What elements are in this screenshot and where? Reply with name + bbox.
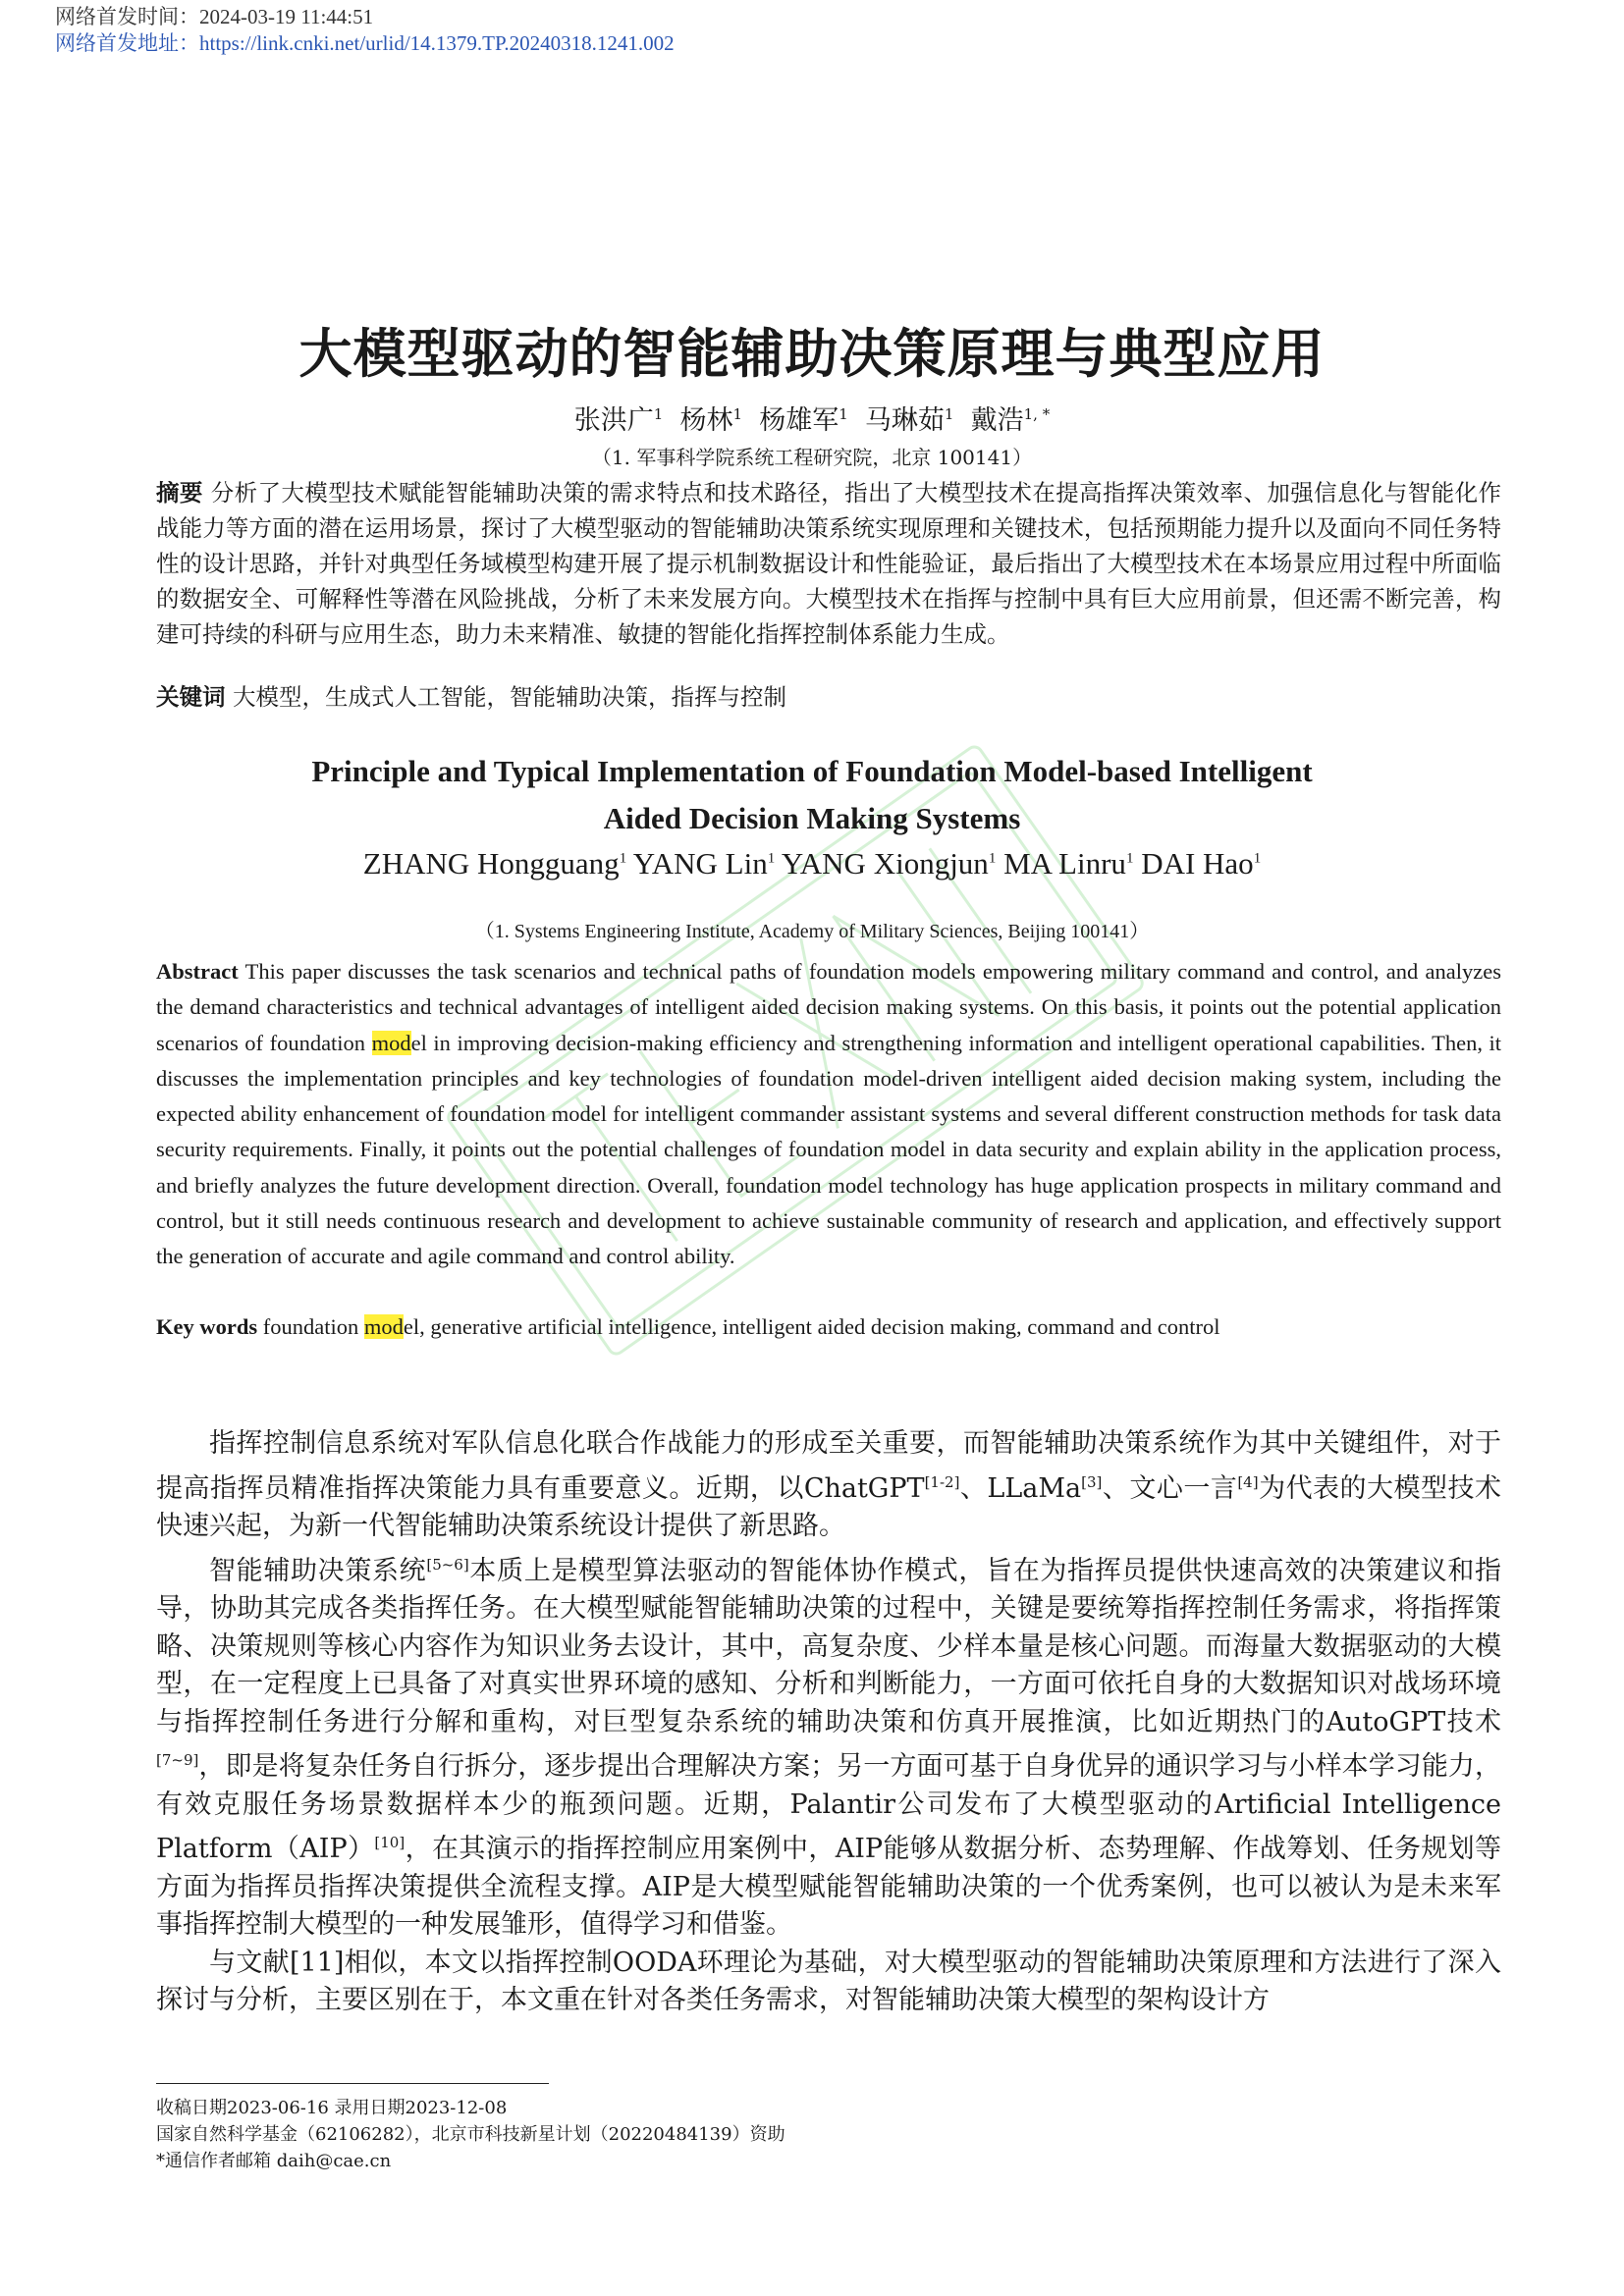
author-affil-mark: 1 xyxy=(653,405,664,423)
body-paragraph-3: 与文献[11]相似，本文以指挥控制OODA环理论为基础，对大模型驱动的智能辅助决策原理和方法进行了深入探讨与分析，主要区别在于，本文重在针对各类任务需求，对智能辅助决策大模型的架构设计方 xyxy=(156,1947,1501,2015)
paper-title-en-line1: Principle and Typical Implementation of Foundation Model-based Intelligent xyxy=(311,754,1313,788)
publication-time: 网络首发时间：2024-03-19 11:44:51 xyxy=(55,5,374,28)
author-name: 马琳茹 xyxy=(864,405,945,436)
paper-title-zh: 大模型驱动的智能辅助决策原理与典型应用 xyxy=(298,323,1326,385)
author-affil-mark: 1 xyxy=(1125,850,1134,867)
author-name: YANG Lin xyxy=(632,846,768,881)
keywords-text-en-part1: foundation xyxy=(262,1314,364,1339)
citation-mark[interactable]: [4] xyxy=(1237,1472,1259,1491)
author-affil-mark: 1 xyxy=(944,405,954,423)
author-affil-mark: 1 xyxy=(839,405,848,423)
body-paragraph-2 xyxy=(156,1546,1501,1945)
footnote-dates: 收稿日期2023-06-16 录用日期2023-12-08 xyxy=(156,2098,508,2118)
citation-mark[interactable]: [5~6] xyxy=(426,1555,469,1574)
search-highlight: mod xyxy=(371,1030,411,1055)
author-name: ZHANG Hongguang xyxy=(362,846,620,881)
author-name: YANG Xiongjun xyxy=(781,846,989,881)
body-text-run: ，即是将复杂任务自行拆分，逐步提出合理解决方案；另一方面可基于自身优异的通识学习与小样本学习能力，有效克服任务场景数据样本少的瓶颈问题。近期，Palantir公司发布了大模型驱动的Artificial Intelligence Platform（AIP） xyxy=(156,1751,1501,1864)
paper-title-en-line2: Aided Decision Making Systems xyxy=(603,801,1021,835)
body-text-run: ，在其演示的指挥控制应用案例中，AIP能够从数据分析、态势理解、作战筹划、任务规划等方面为指挥员指挥决策提供全流程支撑。AIP是大模型赋能智能辅助决策的一个优秀案例，也可以被认为是未来军事指挥控制大模型的一种发展雏形，值得学习和借鉴。 xyxy=(156,1834,1501,1940)
author-affil-mark: 1 xyxy=(732,405,743,423)
body-text-run: 、文心一言 xyxy=(1102,1472,1238,1504)
footnote-correspondence: *通信作者邮箱 daih@cae.cn xyxy=(156,2151,392,2171)
abstract-text-en-part1: This paper discusses the task scenarios and technical paths of foundation models empowering military command and control, and analyzes the demand characteristics and technical advantages of intelligent aided decision making systems. On this basis, it points out the potential application scenarios of foundation xyxy=(156,959,1501,1055)
footnotes xyxy=(156,2095,785,2174)
publication-url[interactable]: 网络首发地址：https://link.cnki.net/urlid/14.1379.TP.20240318.1241.002 xyxy=(55,31,675,55)
abstract-text-en-part2: el in improving decision-making efficiency and strengthening information and intelligent operational capabilities. Then, it discusses the implementation principles and key technologies of foundation model-driven intelligent aided decision making system, including the expected ability enhancement of foundation model for intelligent commander assistant systems and several different construction methods for task data security requirements. Finally, it points out the potential challenges of foundation model in data security and explain ability in the application process, and briefly analyzes the future development direction. Overall, foundation model technology has huge application prospects in military command and control, but it still needs continuous research and development to achieve sustainable community of research and application, and effectively support the generation of accurate and agile command and control ability. xyxy=(156,1030,1502,1269)
abstract-text-zh: 分析了大模型技术赋能智能辅助决策的需求特点和技术路径，指出了大模型技术在提高指挥决策效率、加强信息化与智能化作战能力等方面的潜在运用场景，探讨了大模型驱动的智能辅助决策系统实现原理和关键技术，包括预期能力提升以及面向不同任务特性的设计思路，并针对典型任务域模型构建开展了提示机制数据设计和性能验证，最后指出了大模型技术在本场景应用过程中所面临的数据安全、可解释性等潜在风险挑战，分析了未来发展方向。大模型技术在指挥与控制中具有巨大应用前景，但还需不断完善，构建可持续的科研与应用生态，助力未来精准、敏捷的智能化指挥控制体系能力生成。 xyxy=(156,479,1501,648)
citation-mark[interactable]: [1-2] xyxy=(924,1472,960,1491)
author-name: 杨雄军 xyxy=(759,405,839,436)
abstract-label-zh: 摘要 xyxy=(156,479,203,507)
footnote-funding: 国家自然科学基金（62106282），北京市科技新星计划（20220484139）资助 xyxy=(156,2124,785,2145)
keywords-text-en-part2: el, generative artificial intelligence, intelligent aided decision making, command and control xyxy=(403,1314,1220,1339)
keywords-label-en: Key words xyxy=(156,1314,258,1339)
citation-mark[interactable]: [3] xyxy=(1081,1472,1103,1491)
body-text-run: 智能辅助决策系统 xyxy=(209,1555,427,1586)
author-affil-mark: 1 xyxy=(1253,850,1262,867)
affiliation-en: （1. Systems Engineering Institute, Academy of Military Sciences, Beijing 100141） xyxy=(474,921,1150,942)
citation-mark[interactable]: [7~9] xyxy=(156,1751,199,1769)
body-paragraph-1 xyxy=(156,1425,1501,1546)
body-text-run: 本质上是模型算法驱动的智能体协作模式，旨在为指挥员提供快速高效的决策建议和指导，协助其完成各类指挥任务。在大模型赋能智能辅助决策的过程中，关键是要统筹指挥控制任务需求，将指挥策略、决策规则等核心内容作为知识业务去设计，其中，高复杂度、少样本量是核心问题。而海量大数据驱动的大模型，在一定程度上已具备了对真实世界环境的感知、分析和判断能力，一方面可依托自身的大数据知识对战场环境与指挥控制任务进行分解和重构，对巨型复杂系统的辅助决策和仿真开展推演，比如近期热门的AutoGPT技术 xyxy=(156,1555,1502,1737)
body-text-run: 为代表的大模型技术快速兴起，为新一代智能辅助决策系统设计提供了新思路。 xyxy=(156,1472,1502,1541)
abstract-zh xyxy=(156,475,1501,652)
citation-mark[interactable]: [10] xyxy=(374,1834,406,1851)
author-affil-mark: 1, * xyxy=(1023,405,1051,423)
author-name: DAI Hao xyxy=(1141,846,1254,881)
abstract-en xyxy=(156,954,1501,1275)
abstract-label-en: Abstract xyxy=(156,959,239,984)
author-list-zh xyxy=(0,399,1624,437)
affiliation-zh: （1. 军事科学院系统工程研究院，北京 100141） xyxy=(591,446,1033,469)
body-text-run: 指挥控制信息系统对军队信息化联合作战能力的形成至关重要，而智能辅助决策系统作为其中关键组件，对于提高指挥员精准指挥决策能力具有重要意义。近期，以ChatGPT xyxy=(156,1428,1501,1504)
search-highlight: mod xyxy=(363,1314,404,1339)
author-affil-mark: 1 xyxy=(619,850,627,867)
footnote-divider xyxy=(156,2083,549,2084)
author-list-en xyxy=(0,846,1624,881)
keywords-zh xyxy=(156,679,1501,715)
publication-info xyxy=(55,4,675,57)
keywords-text-zh: 大模型，生成式人工智能，智能辅助决策，指挥与控制 xyxy=(232,683,786,711)
author-affil-mark: 1 xyxy=(767,850,776,867)
paper-title-en xyxy=(0,748,1624,842)
author-name: 杨林 xyxy=(679,405,733,436)
author-name: MA Linru xyxy=(1003,846,1126,881)
body-text xyxy=(156,1425,1501,2020)
author-affil-mark: 1 xyxy=(988,850,997,867)
body-text-run: 、LLaMa xyxy=(959,1472,1082,1504)
keywords-en xyxy=(156,1309,1501,1345)
author-name: 戴浩 xyxy=(970,405,1024,436)
author-name: 张洪广 xyxy=(573,405,654,436)
keywords-label-zh: 关键词 xyxy=(156,683,226,711)
